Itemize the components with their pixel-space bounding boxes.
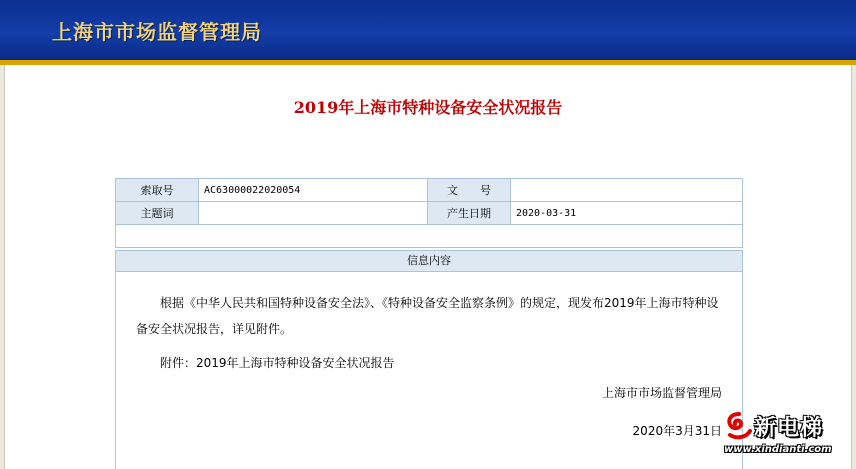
- watermark: [724, 411, 846, 461]
- info-content-body: [115, 272, 743, 469]
- doc-no-label: 文 号: [428, 179, 511, 202]
- metadata-table: [115, 178, 743, 248]
- red-swirl-logo-icon: [724, 411, 754, 441]
- agency-title: 上海市市场监督管理局: [52, 20, 262, 44]
- watermark-brand: 新电梯: [754, 416, 824, 441]
- left-frame: [0, 65, 5, 469]
- signature: 上海市市场监督管理局: [601, 386, 722, 400]
- metadata-row-1: [116, 179, 743, 202]
- subject-value: [199, 202, 428, 225]
- date-value: 2020-03-31: [511, 202, 743, 225]
- body-paragraph: 根据《中华人民共和国特种设备安全法》、《特种设备安全监察条例》的规定，现发布2019年上海市特种设备安全状况报告，详见附件。: [136, 296, 719, 336]
- index-label: 索取号: [116, 179, 199, 202]
- subject-label: 主题词: [116, 202, 199, 225]
- header-divider: [0, 60, 856, 65]
- right-frame: [851, 65, 856, 469]
- metadata-spacer-row: [116, 225, 743, 248]
- metadata-row-2: [116, 202, 743, 225]
- site-header-banner: [0, 0, 856, 60]
- watermark-url: www.xindianti.com: [724, 444, 832, 455]
- spacer-cell: [116, 225, 743, 248]
- date-label: 产生日期: [428, 202, 511, 225]
- document-title: 2019年上海市特种设备安全状况报告: [293, 98, 563, 117]
- doc-no-value: [511, 179, 743, 202]
- issue-date: 2020年3月31日: [632, 424, 722, 438]
- info-content-header: 信息内容: [115, 250, 743, 272]
- attachment-line[interactable]: 附件：2019年上海市特种设备安全状况报告: [160, 356, 395, 370]
- index-value: AC63000022020054: [199, 179, 428, 202]
